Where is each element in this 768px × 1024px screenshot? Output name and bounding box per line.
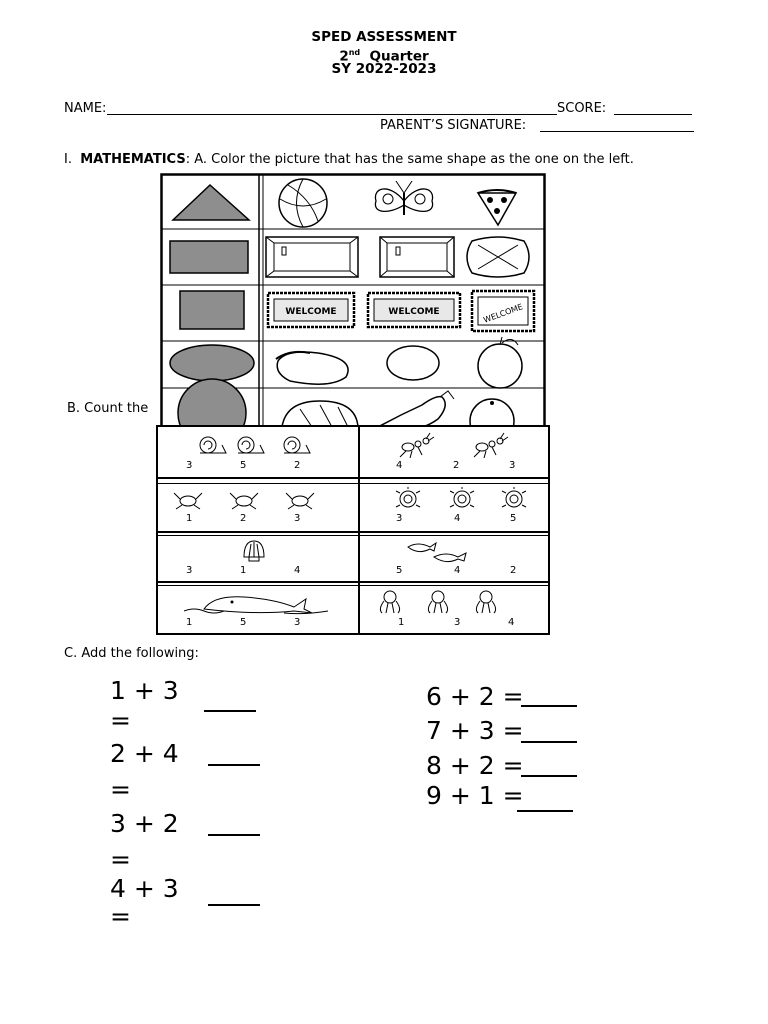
parent-signature-label: PARENT’S SIGNATURE:	[380, 118, 527, 133]
octopus-icons	[372, 587, 512, 617]
addition-problem: 4 + 3	[110, 874, 179, 903]
section-instruction	[64, 152, 634, 167]
answer-blank[interactable]	[521, 741, 577, 743]
egg-icon[interactable]	[387, 346, 439, 380]
welcome-text: WELCOME	[482, 302, 525, 325]
count-option[interactable]: 1	[186, 513, 193, 524]
count-option[interactable]: 3	[186, 460, 193, 471]
equals-sign: =	[110, 706, 131, 735]
addition-problem: 9 + 1 =	[426, 781, 524, 810]
count-option[interactable]: 5	[240, 460, 247, 471]
welcome-mat-icon[interactable]	[268, 293, 354, 327]
count-option[interactable]: 3	[396, 513, 403, 524]
count-option[interactable]: 4	[454, 565, 461, 576]
shape-matching-table	[160, 173, 546, 433]
count-option[interactable]: 3	[294, 617, 301, 628]
count-option[interactable]: 1	[186, 617, 193, 628]
answer-blank[interactable]	[521, 775, 577, 777]
count-option[interactable]: 5	[240, 617, 247, 628]
count-option[interactable]: 4	[396, 460, 403, 471]
count-option[interactable]: 4	[294, 565, 301, 576]
section-roman: I.	[64, 152, 72, 167]
whale-icon	[184, 589, 334, 617]
name-label: NAME:	[64, 101, 107, 116]
score-label: SCORE:	[557, 101, 607, 116]
quarter-suffix: nd	[348, 48, 361, 57]
counting-grid	[156, 425, 550, 635]
part-b-label: B. Count the	[67, 401, 149, 416]
part-c-label: C. Add the following:	[64, 646, 199, 661]
count-option[interactable]: 4	[508, 617, 515, 628]
count-option[interactable]: 3	[509, 460, 516, 471]
answer-blank[interactable]	[521, 705, 577, 707]
count-option[interactable]: 3	[454, 617, 461, 628]
count-option[interactable]: 1	[240, 565, 247, 576]
count-option[interactable]: 2	[240, 513, 247, 524]
oval-shape	[170, 345, 254, 381]
addition-problem: 2 + 4	[110, 739, 179, 768]
welcome-sign-icon[interactable]	[472, 291, 534, 331]
quarter-number: 2	[339, 48, 349, 65]
crab-icons	[170, 487, 330, 513]
section-instruction-text: : A. Color the picture that has the same shape as the one on the left.	[185, 152, 634, 167]
welcome-text: WELCOME	[285, 307, 337, 317]
addition-problem: 8 + 2 =	[426, 751, 524, 780]
rectangle-shape	[170, 241, 248, 273]
ant-icons	[396, 431, 516, 459]
count-option[interactable]: 5	[396, 565, 403, 576]
count-option[interactable]: 5	[510, 513, 517, 524]
welcome-text: WELCOME	[388, 307, 440, 317]
answer-blank[interactable]	[517, 810, 573, 812]
count-option[interactable]: 1	[398, 617, 405, 628]
shell-icon	[240, 539, 268, 565]
welcome-mat-icon[interactable]	[368, 293, 460, 327]
parent-signature-field[interactable]	[540, 131, 694, 132]
count-option[interactable]: 2	[453, 460, 460, 471]
fish-icons	[404, 539, 474, 567]
count-option[interactable]: 3	[294, 513, 301, 524]
equals-sign: =	[110, 845, 131, 874]
picture-frame-icon[interactable]	[380, 237, 454, 277]
quarter-word: Quarter	[369, 48, 429, 65]
count-option[interactable]: 3	[186, 565, 193, 576]
equals-sign: =	[110, 902, 131, 931]
basketball-icon[interactable]	[279, 179, 327, 227]
addition-problem: 6 + 2 =	[426, 682, 524, 711]
equals-sign: =	[110, 775, 131, 804]
picture-frame-icon[interactable]	[266, 237, 358, 277]
count-option[interactable]: 2	[510, 565, 517, 576]
addition-problem: 7 + 3 =	[426, 716, 524, 745]
snail-icons	[196, 433, 316, 457]
count-option[interactable]: 4	[454, 513, 461, 524]
score-field[interactable]	[614, 114, 692, 115]
addition-problem: 1 + 3	[110, 676, 179, 705]
addition-problem: 3 + 2	[110, 809, 179, 838]
answer-blank[interactable]	[208, 904, 260, 906]
answer-blank[interactable]	[208, 764, 260, 766]
count-option[interactable]: 2	[294, 460, 301, 471]
answer-blank[interactable]	[208, 834, 260, 836]
name-field[interactable]	[107, 114, 557, 115]
pillow-icon[interactable]	[467, 237, 529, 277]
school-year: SY 2022-2023	[331, 61, 437, 77]
title: SPED ASSESSMENT	[311, 29, 457, 45]
square-shape	[180, 291, 244, 329]
section-subject: MATHEMATICS	[80, 152, 186, 167]
answer-blank[interactable]	[204, 710, 256, 712]
turtle-icons	[394, 485, 534, 513]
